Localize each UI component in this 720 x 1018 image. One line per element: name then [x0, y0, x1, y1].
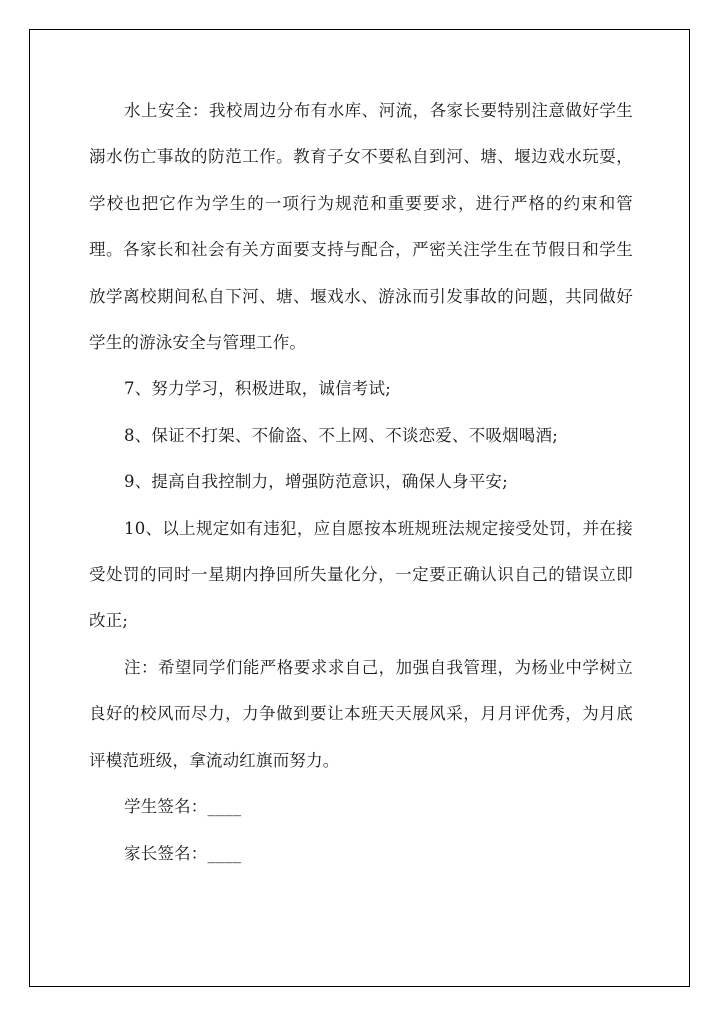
paragraph-note: 注：希望同学们能严格要求求自己，加强自我管理，为杨业中学树立良好的校风而尽力，力争做到要让本班天天展风采，月月评优秀，为月底评模范班级，拿流动红旗而努力。 [89, 657, 633, 770]
paragraph-rule-8: 8、保证不打架、不偷盗、不上网、不谈恋爱、不吸烟喝酒; [124, 425, 558, 445]
parent-signature-line: 家长签名：____ [124, 843, 242, 863]
paragraph-rule-10: 10、以上规定如有违犯，应自愿按本班规班法规定接受处罚，并在接受处罚的同时一星期内挣回所失量化分，一定要正确认识自己的错误立即改正; [89, 518, 633, 631]
document-body [89, 88, 633, 877]
paragraph-rule-7: 7、努力学习，积极进取，诚信考试; [124, 379, 391, 399]
student-signature-line: 学生签名：____ [124, 797, 242, 817]
paragraph-water-safety: 水上安全：我校周边分布有水库、河流，各家长要特别注意做好学生溺水伤亡事故的防范工作。教育子女不要私自到河、塘、堰边戏水玩耍，学校也把它作为学生的一项行为规范和重要要求，进行严格的约束和管理。各家长和社会有关方面要支持与配合，严密关注学生在节假日和学生放学离校期间私自下河、塘、堰戏水、游泳而引发事故的问题，共同做好学生的游泳安全与管理工作。 [89, 101, 633, 353]
paragraph-rule-9: 9、提高自我控制力，增强防范意识，确保人身平安; [124, 472, 508, 492]
